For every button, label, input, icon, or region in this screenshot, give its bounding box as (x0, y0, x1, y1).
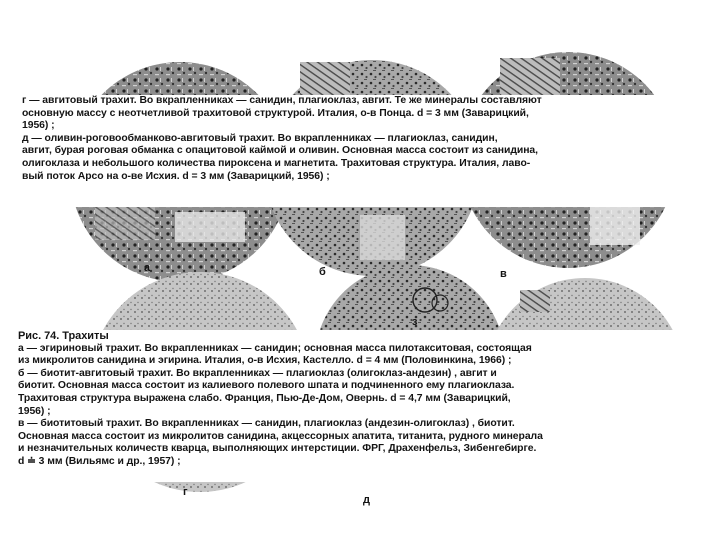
caption-line: Основная масса состоит из микролитов санидина, акцессорных апатита, титанита, рудного минерала (18, 430, 543, 442)
caption-line: б — биотит-авгитовый трахит. Во вкрапленниках — плагиоклаз (олигоклаз-андезин) , авгит и (18, 367, 497, 379)
label-g: г (183, 486, 188, 498)
label-z: з (412, 316, 418, 328)
caption-line: 1956) ; (18, 405, 51, 417)
caption-line: д — оливин-роговообманково-авгитовый трахит. Во вкрапленниках — плагиоклаз, санидин, (22, 132, 498, 144)
caption-line: вый поток Арсо на о-ве Исхия. d = 3 мм (Заварицкий, 1956) ; (22, 170, 330, 182)
caption-line: основную массу с неотчетливой трахитовой структурой. Италия, о-в Понца. d = 3 мм (Заварицкий, (22, 107, 529, 119)
caption-line: из микролитов санидина и эгирина. Италия, о-в Исхия, Кастелло. d = 4 мм (Половинкина, 1966) ; (18, 355, 512, 367)
caption-line: олигоклаза и небольшого количества пироксена и магнетита. Трахитовая структура. Италия, лаво- (22, 157, 531, 169)
label-d: д (363, 494, 370, 506)
caption-line: а — эгириновый трахит. Во вкрапленниках — санидин; основная масса пилотакситовая, состоящая (18, 342, 532, 354)
caption-line: г — авгитовый трахит. Во вкрапленниках — санидин, плагиоклаз, авгит. Те же минералы составляют (22, 95, 542, 106)
caption-top (22, 95, 694, 207)
caption-bottom (18, 330, 696, 482)
figure-title: Рис. 74. Трахиты (18, 330, 109, 342)
caption-line: биотит. Основная масса состоит из калиевого полевого шпата и подчиненного ему плагиоклаза. (18, 380, 515, 392)
label-a: а (144, 262, 151, 274)
label-b: б (319, 266, 326, 278)
caption-line: d ≐ 3 мм (Вильямс и др., 1957) ; (18, 455, 181, 467)
caption-line: Трахитовая структура выражена слабо. Франция, Пью-Де-Дом, Овернь. d = 4,7 мм (Заварицкий, (18, 392, 511, 404)
label-v: в (500, 268, 507, 280)
caption-line: 1956) ; (22, 120, 55, 132)
caption-line: в — биотитовый трахит. Во вкрапленниках — санидин, плагиоклаз (андезин-олигоклаз) , биотит. (18, 418, 515, 430)
caption-line: и незначительных количеств кварца, выполняющих интерстиции. ФРГ, Драхенфельз, Зибенгебирге. (18, 443, 537, 455)
caption-line: авгит, бурая роговая обманка с опацитовой каймой и оливин. Основная масса состоит из санидина, (22, 145, 538, 157)
